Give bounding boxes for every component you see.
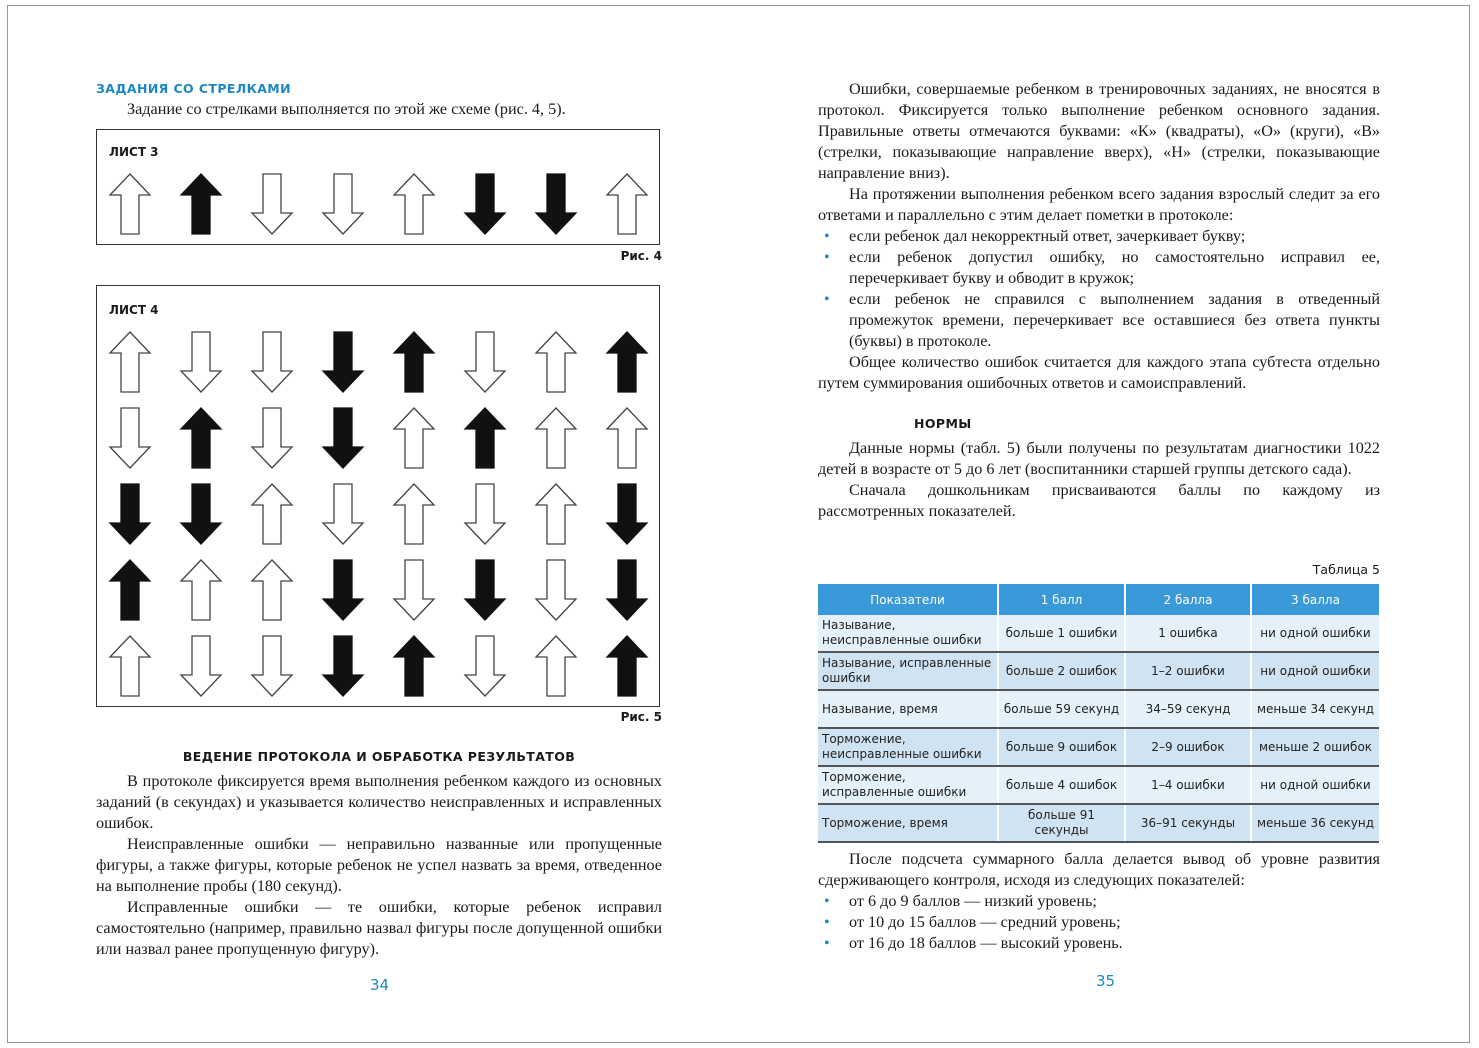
arrow-down-black-icon: [321, 407, 365, 469]
arrow-shape: [252, 560, 292, 620]
list-item: • если ребенок дал некорректный ответ, зачеркивает букву;: [818, 226, 1380, 247]
arrow-up-black-icon: [179, 173, 223, 235]
arrow-down-white-icon: [108, 407, 152, 469]
table-cell: Называние, исправленные ошибки: [818, 652, 998, 690]
arrow-shape: [181, 560, 221, 620]
table-cell: 1 ошибка: [1125, 615, 1251, 652]
arrow-shape: [252, 332, 292, 392]
figure-5-box: [96, 285, 660, 707]
right-top-text: [818, 79, 1380, 394]
arrow-shape: [465, 408, 505, 468]
protocol-section-title: ВЕДЕНИЕ ПРОТОКОЛА И ОБРАБОТКА РЕЗУЛЬТАТОВ: [182, 749, 576, 764]
book-spread: [7, 5, 1470, 1043]
arrow-up-white-icon: [605, 407, 649, 469]
arrow-shape: [323, 636, 363, 696]
paragraph: Данные нормы (табл. 5) были получены по результатам диагностики 1022 детей в возрасте от 5 до 6 лет (воспитанники старшей группы детского сада).: [818, 439, 1380, 478]
norms-table: [818, 584, 1379, 843]
arrow-down-white-icon: [250, 407, 294, 469]
arrow-shape: [394, 560, 434, 620]
arrow-down-white-icon: [392, 559, 436, 621]
table-row: [818, 728, 1379, 766]
arrow-up-white-icon: [534, 483, 578, 545]
table-caption: Таблица 5: [1312, 562, 1380, 577]
arrow-up-white-icon: [392, 483, 436, 545]
arrow-shape: [252, 174, 292, 234]
arrow-shape: [110, 560, 150, 620]
arrow-down-black-icon: [605, 559, 649, 621]
arrow-up-black-icon: [179, 407, 223, 469]
arrow-shape: [323, 484, 363, 544]
column-header: 3 балла: [1251, 584, 1379, 615]
page-number-left: 34: [370, 976, 390, 994]
arrow-up-white-icon: [179, 559, 223, 621]
arrow-shape: [536, 174, 576, 234]
arrow-down-white-icon: [463, 483, 507, 545]
paragraph: Исправленные ошибки — те ошибки, которые ребенок исправил самостоятельно (например, правильно назвал фигуры после допущенной ошибки или назвал ранее пропущенную фигуру).: [96, 898, 662, 958]
arrow-shape: [536, 560, 576, 620]
arrow-down-white-icon: [250, 173, 294, 235]
arrow-down-black-icon: [463, 173, 507, 235]
figure-4-box: [96, 129, 660, 245]
column-header: 1 балл: [998, 584, 1125, 615]
arrow-shape: [394, 174, 434, 234]
paragraph: Ошибки, совершаемые ребенком в тренировочных заданиях, не вносятся в протокол. Фиксируется только выполнение ребенком основного задания. Правильные ответы отмечаются буквами: «К» (квадраты), «О» (круги), «В» (стрелки, показывающие направление вверх), «Н» (стрелки, показывающие направление вниз).: [818, 80, 1380, 182]
arrow-shape: [536, 636, 576, 696]
arrow-down-black-icon: [108, 483, 152, 545]
list-item: • если ребенок допустил ошибку, но самостоятельно исправил ее, перечеркивает букву и обводит в кружок;: [818, 247, 1380, 289]
arrow-shape: [110, 484, 150, 544]
arrow-shape: [607, 484, 647, 544]
arrow-up-white-icon: [534, 635, 578, 697]
list-item: • от 6 до 9 баллов — низкий уровень;: [818, 891, 1380, 912]
table-cell: больше 59 секунд: [998, 690, 1125, 728]
arrow-shape: [181, 484, 221, 544]
column-header: 2 балла: [1125, 584, 1251, 615]
paragraph: В протоколе фиксируется время выполнения ребенком каждого из основных заданий (в секундах) и указывается количество неисправленных и исправленных ошибок.: [96, 772, 662, 832]
arrow-down-white-icon: [179, 331, 223, 393]
right-page: [818, 6, 1380, 1044]
table-cell: 2–9 ошибок: [1125, 728, 1251, 766]
paragraph: Сначала дошкольникам присваиваются баллы по каждому из рассмотренных показателей.: [818, 481, 1380, 520]
table-cell: больше 91 секунды: [998, 804, 1125, 842]
arrow-down-white-icon: [179, 635, 223, 697]
arrow-shape: [181, 332, 221, 392]
arrow-up-black-icon: [605, 331, 649, 393]
arrow-shape: [394, 484, 434, 544]
arrow-up-white-icon: [250, 483, 294, 545]
table-cell: 1–2 ошибки: [1125, 652, 1251, 690]
arrow-down-black-icon: [463, 559, 507, 621]
protocol-text: [96, 771, 662, 960]
column-header: Показатели: [818, 584, 998, 615]
arrow-down-black-icon: [321, 635, 365, 697]
arrow-shape: [465, 484, 505, 544]
arrow-shape: [110, 408, 150, 468]
arrow-shape: [252, 408, 292, 468]
figure-5-caption: Рис. 5: [620, 710, 662, 724]
arrow-shape: [110, 332, 150, 392]
arrow-down-white-icon: [250, 331, 294, 393]
table-cell: 34–59 секунд: [1125, 690, 1251, 728]
arrow-shape: [465, 174, 505, 234]
arrow-shape: [607, 560, 647, 620]
arrow-up-white-icon: [108, 635, 152, 697]
arrow-shape: [465, 560, 505, 620]
table-row: [818, 804, 1379, 842]
arrow-up-white-icon: [534, 331, 578, 393]
arrow-up-white-icon: [108, 173, 152, 235]
arrow-down-white-icon: [321, 483, 365, 545]
arrow-down-white-icon: [463, 635, 507, 697]
arrow-up-white-icon: [392, 173, 436, 235]
arrow-shape: [110, 174, 150, 234]
arrow-shape: [181, 408, 221, 468]
arrow-up-white-icon: [392, 407, 436, 469]
list-item: • от 10 до 15 баллов — средний уровень;: [818, 912, 1380, 933]
table-cell: ни одной ошибки: [1251, 615, 1379, 652]
paragraph: На протяжении выполнения ребенком всего задания взрослый следит за его ответами и параллельно с этим делает пометки в протоколе:: [818, 185, 1380, 224]
arrow-up-black-icon: [392, 331, 436, 393]
list-item: • от 16 до 18 баллов — высокий уровень.: [818, 933, 1380, 954]
paragraph: Неисправленные ошибки — неправильно названные или пропущенные фигуры, а также фигуры, которые ребенок не успел назвать за время, отведенное на выполнение пробы (180 секунд).: [96, 835, 662, 895]
arrow-shape: [394, 332, 434, 392]
table-cell: Торможение, исправленные ошибки: [818, 766, 998, 804]
arrow-shape: [536, 484, 576, 544]
list-item: • если ребенок не справился с выполнением задания в отведенный промежуток времени, перечеркивает все оставшиеся без ответа пункты (буквы) в протоколе.: [818, 289, 1380, 352]
arrow-shape: [607, 636, 647, 696]
arrow-down-white-icon: [463, 331, 507, 393]
arrow-up-black-icon: [463, 407, 507, 469]
arrow-shape: [536, 332, 576, 392]
table-cell: больше 1 ошибки: [998, 615, 1125, 652]
table-row: [818, 766, 1379, 804]
table-row: [818, 615, 1379, 652]
norms-title: НОРМЫ: [914, 416, 972, 431]
arrow-down-black-icon: [605, 483, 649, 545]
arrow-shape: [181, 636, 221, 696]
arrow-up-black-icon: [108, 559, 152, 621]
table-header-row: [818, 584, 1379, 615]
figure-4-caption: Рис. 4: [620, 249, 662, 263]
table-cell: 36–91 секунды: [1125, 804, 1251, 842]
arrow-shape: [465, 636, 505, 696]
levels-text: [818, 849, 1380, 954]
paragraph: После подсчета суммарного балла делается вывод об уровне развития сдерживающего контроля, исходя из следующих показателей:: [818, 850, 1380, 889]
arrow-up-white-icon: [534, 407, 578, 469]
arrow-shape: [252, 484, 292, 544]
arrow-up-white-icon: [108, 331, 152, 393]
arrow-down-black-icon: [534, 173, 578, 235]
arrow-shape: [323, 332, 363, 392]
arrow-shape: [607, 408, 647, 468]
arrow-down-black-icon: [179, 483, 223, 545]
arrow-down-white-icon: [534, 559, 578, 621]
arrow-shape: [323, 408, 363, 468]
table-cell: 1–4 ошибки: [1125, 766, 1251, 804]
table-cell: больше 2 ошибок: [998, 652, 1125, 690]
table-row: [818, 652, 1379, 690]
table-cell: больше 9 ошибок: [998, 728, 1125, 766]
arrow-up-black-icon: [392, 635, 436, 697]
table-cell: меньше 34 секунд: [1251, 690, 1379, 728]
figure-4-label: ЛИСТ 3: [109, 145, 159, 159]
table-cell: ни одной ошибки: [1251, 652, 1379, 690]
arrow-shape: [394, 636, 434, 696]
intro-text: Задание со стрелками выполняется по этой же схеме (рис. 4, 5).: [127, 100, 566, 118]
paragraph: Общее количество ошибок считается для каждого этапа субтеста отдельно путем суммирования ошибочных ответов и самоисправлений.: [818, 353, 1380, 392]
arrow-up-white-icon: [605, 173, 649, 235]
arrow-down-black-icon: [321, 559, 365, 621]
table-cell: меньше 36 секунд: [1251, 804, 1379, 842]
norms-text: [818, 438, 1380, 522]
arrow-shape: [323, 174, 363, 234]
page-number-right: 35: [1096, 972, 1116, 990]
arrow-up-black-icon: [605, 635, 649, 697]
levels-list: [818, 891, 1380, 954]
left-page: [96, 6, 662, 1044]
table-cell: Называние, неисправленные ошибки: [818, 615, 998, 652]
arrow-down-white-icon: [321, 173, 365, 235]
arrow-shape: [607, 174, 647, 234]
arrow-shape: [323, 560, 363, 620]
table-row: [818, 690, 1379, 728]
arrow-shape: [110, 636, 150, 696]
section-title-arrows: ЗАДАНИЯ СО СТРЕЛКАМИ: [96, 81, 291, 96]
marking-rules-list: [818, 226, 1380, 352]
arrow-shape: [181, 174, 221, 234]
arrow-shape: [394, 408, 434, 468]
table-cell: Торможение, неисправленные ошибки: [818, 728, 998, 766]
arrow-shape: [536, 408, 576, 468]
arrow-down-white-icon: [250, 635, 294, 697]
table-cell: ни одной ошибки: [1251, 766, 1379, 804]
arrow-down-black-icon: [321, 331, 365, 393]
arrow-shape: [465, 332, 505, 392]
table-cell: больше 4 ошибок: [998, 766, 1125, 804]
table-cell: Торможение, время: [818, 804, 998, 842]
table-cell: Называние, время: [818, 690, 998, 728]
figure-5-label: ЛИСТ 4: [109, 303, 159, 317]
arrow-up-white-icon: [250, 559, 294, 621]
arrow-shape: [252, 636, 292, 696]
arrow-shape: [607, 332, 647, 392]
table-cell: меньше 2 ошибок: [1251, 728, 1379, 766]
